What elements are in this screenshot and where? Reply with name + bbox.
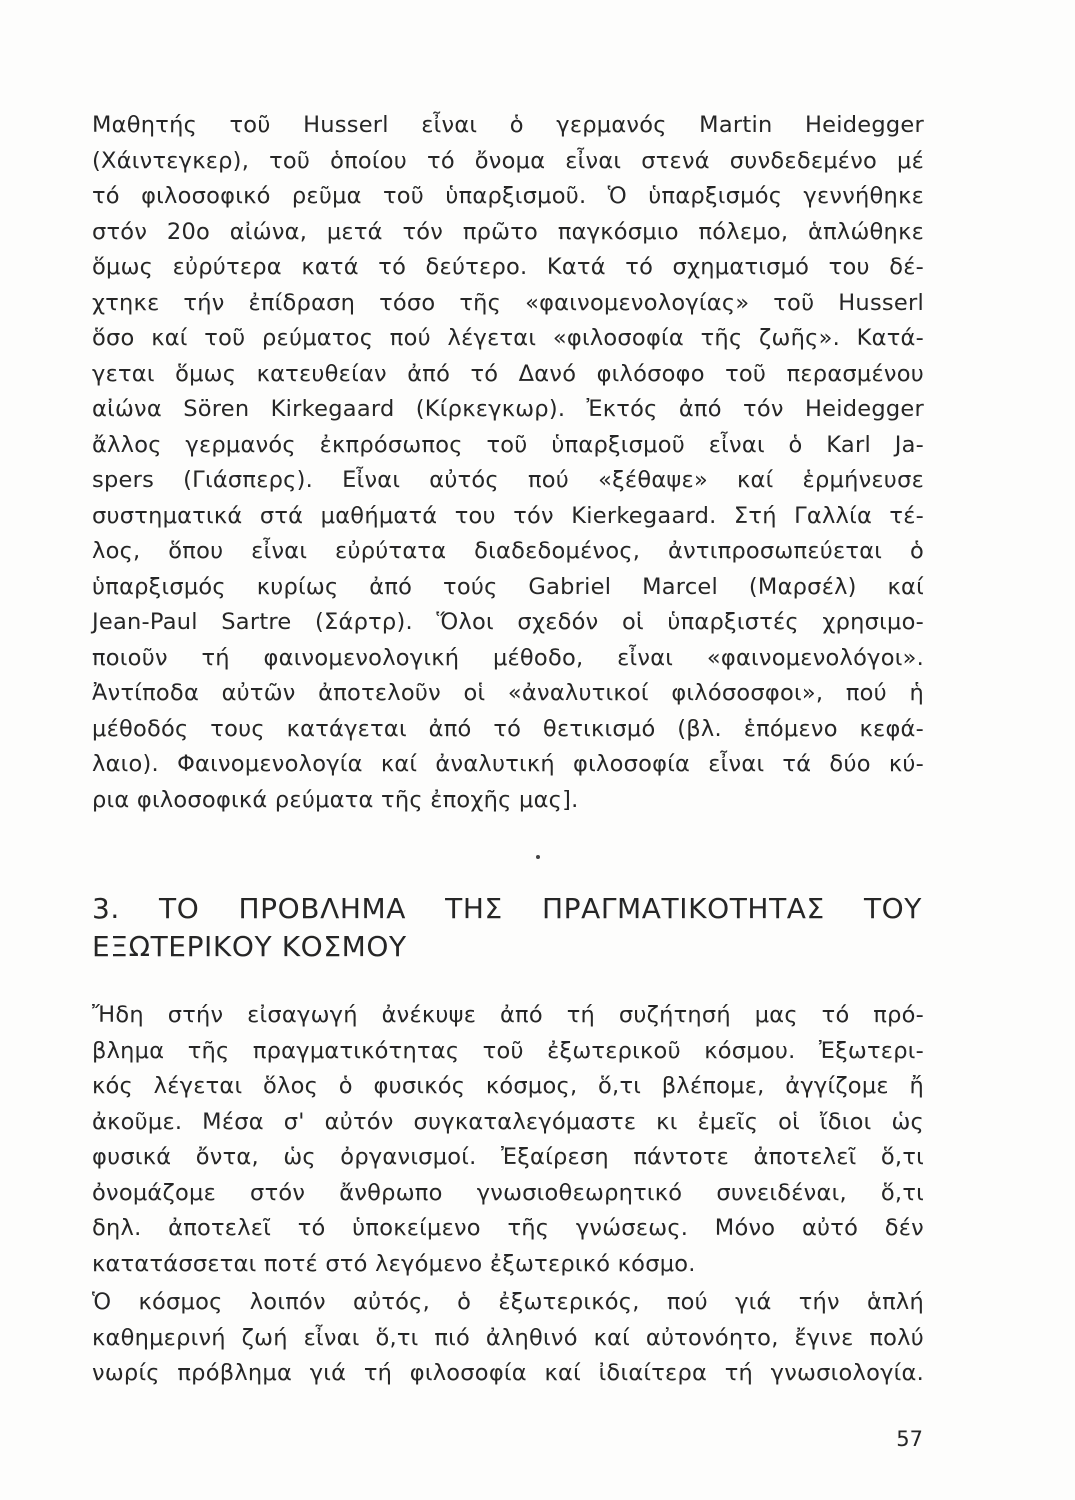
text-line: λαιο). Φαινομενολογία καί ἀναλυτική φιλοσοφία εἶναι τά δύο κύ- bbox=[92, 751, 924, 777]
text-line: ὅμως εὐρύτερα κατά τό δεύτερο. Κατά τό σχηματισμό του δέ- bbox=[92, 254, 924, 280]
text-line: αἰώνα Sören Kirkegaard (Κίρκεγκωρ). Ἐκτός ἀπό τόν Heidegger bbox=[92, 396, 924, 422]
text-line: κός λέγεται ὅλος ὁ φυσικός κόσμος, ὅ,τι βλέπομε, ἀγγίζομε ἤ bbox=[92, 1073, 924, 1099]
text-line: ρια φιλοσοφικά ρεύματα τῆς ἐποχῆς μας]. bbox=[92, 786, 579, 813]
section-heading bbox=[92, 890, 922, 966]
text-line: ὅσο καί τοῦ ρεύματος πού λέγεται «φιλοσοφία τῆς ζωῆς». Κατά- bbox=[92, 325, 924, 351]
paragraph-existentialism bbox=[92, 108, 924, 818]
text-line: κατατάσσεται ποτέ στό λεγόμενο ἐξωτερικό κόσμο. bbox=[92, 1250, 696, 1277]
stray-dot bbox=[536, 855, 540, 859]
text-line: ὑπαρξισμός κυρίως ἀπό τούς Gabriel Marcel (Μαρσέλ) καί bbox=[92, 573, 924, 600]
text-line: λος, ὅπου εἶναι εὐρύτατα διαδεδομένος, ἀντιπροσωπεύεται ὁ bbox=[92, 538, 924, 564]
text-line: φυσικά ὄντα, ὡς ὀργανισμοί. Ἐξαίρεση πάντοτε ἀποτελεῖ ὅ,τι bbox=[92, 1144, 924, 1170]
text-line: τό φιλοσοφικό ρεῦμα τοῦ ὑπαρξισμοῦ. Ὁ ὑπαρξισμός γεννήθηκε bbox=[92, 183, 924, 209]
text-line: Ὁ κόσμος λοιπόν αὐτός, ὁ ἐξωτερικός, πού γιά τήν ἁπλή bbox=[92, 1289, 924, 1315]
text-line: Jean-Paul Sartre (Σάρτρ). Ὅλοι σχεδόν οἱ ὑπαρξιστές χρησιμο- bbox=[92, 609, 924, 635]
text-line: καθημερινή ζωή εἶναι ὅ,τι πιό ἀληθινό καί αὐτονόητο, ἔγινε πολύ bbox=[92, 1324, 924, 1351]
text-line: Ἀντίποδα αὐτῶν ἀποτελοῦν οἱ «ἀναλυτικοί φιλόσοσφοι», πού ἡ bbox=[92, 680, 924, 706]
section-heading-line: 3. ΤΟ ΠΡΟΒΛΗΜΑ ΤΗΣ ΠΡΑΓΜΑΤΙΚΟΤΗΤΑΣ ΤΟΥ bbox=[92, 892, 922, 925]
text-line: νωρίς πρόβλημα γιά τή φιλοσοφία καί ἰδιαίτερα τή γνωσιολογία. bbox=[92, 1360, 924, 1386]
paragraph-world-problem bbox=[92, 1285, 924, 1392]
text-line: γεται ὅμως κατευθείαν ἀπό τό Δανό φιλόσοφο τοῦ περασμένου bbox=[92, 360, 924, 387]
text-line: (Χάιντεγκερ), τοῦ ὁποίου τό ὄνομα εἶναι στενά συνδεδεμένο μέ bbox=[92, 147, 924, 174]
section-heading-line: ΕΞΩΤΕΡΙΚΟΥ ΚΟΣΜΟΥ bbox=[92, 930, 407, 963]
text-line: δηλ. ἀποτελεῖ τό ὑποκείμενο τῆς γνώσεως. Μόνο αὐτό δέν bbox=[92, 1215, 924, 1241]
text-line: ποιοῦν τή φαινομενολογική μέθοδο, εἶναι «φαινομενολόγοι». bbox=[92, 644, 924, 671]
text-line: Μαθητής τοῦ Husserl εἶναι ὁ γερμανός Martin Heidegger bbox=[92, 112, 924, 138]
page-number: 57 bbox=[896, 1427, 923, 1451]
text-line: βλημα τῆς πραγματικότητας τοῦ ἐξωτερικοῦ κόσμου. Ἐξωτερι- bbox=[92, 1037, 924, 1064]
text-line: στόν 20ο αἰώνα, μετά τόν πρῶτο παγκόσμιο πόλεμο, ἁπλώθηκε bbox=[92, 218, 924, 245]
text-line: ἀκοῦμε. Μέσα σ' αὐτόν συγκαταλεγόμαστε κι ἐμεῖς οἱ ἴδιοι ὡς bbox=[92, 1108, 924, 1135]
paragraph-external-world bbox=[92, 998, 924, 1282]
text-line: μέθοδός τους κατάγεται ἀπό τό θετικισμό (βλ. ἑπόμενο κεφά- bbox=[92, 715, 924, 742]
text-line: χτηκε τήν ἐπίδραση τόσο τῆς «φαινομενολογίας» τοῦ Husserl bbox=[92, 289, 924, 316]
text-line: συστηματικά στά μαθήματά του τόν Kierkegaard. Στή Γαλλία τέ- bbox=[92, 502, 924, 529]
text-line: ἄλλος γερμανός ἐκπρόσωπος τοῦ ὑπαρξισμοῦ εἶναι ὁ Karl Ja- bbox=[92, 431, 924, 458]
text-line: ὀνομάζομε στόν ἄνθρωπο γνωσιοθεωρητικό συνειδέναι, ὅ,τι bbox=[92, 1179, 924, 1206]
text-line: Ἤδη στήν εἰσαγωγή ἀνέκυψε ἀπό τή συζήτησή μας τό πρό- bbox=[92, 1002, 924, 1028]
text-line: spers (Γιάσπερς). Εἶναι αὐτός πού «ξέθαψε» καί ἑρμήνευσε bbox=[92, 467, 924, 493]
